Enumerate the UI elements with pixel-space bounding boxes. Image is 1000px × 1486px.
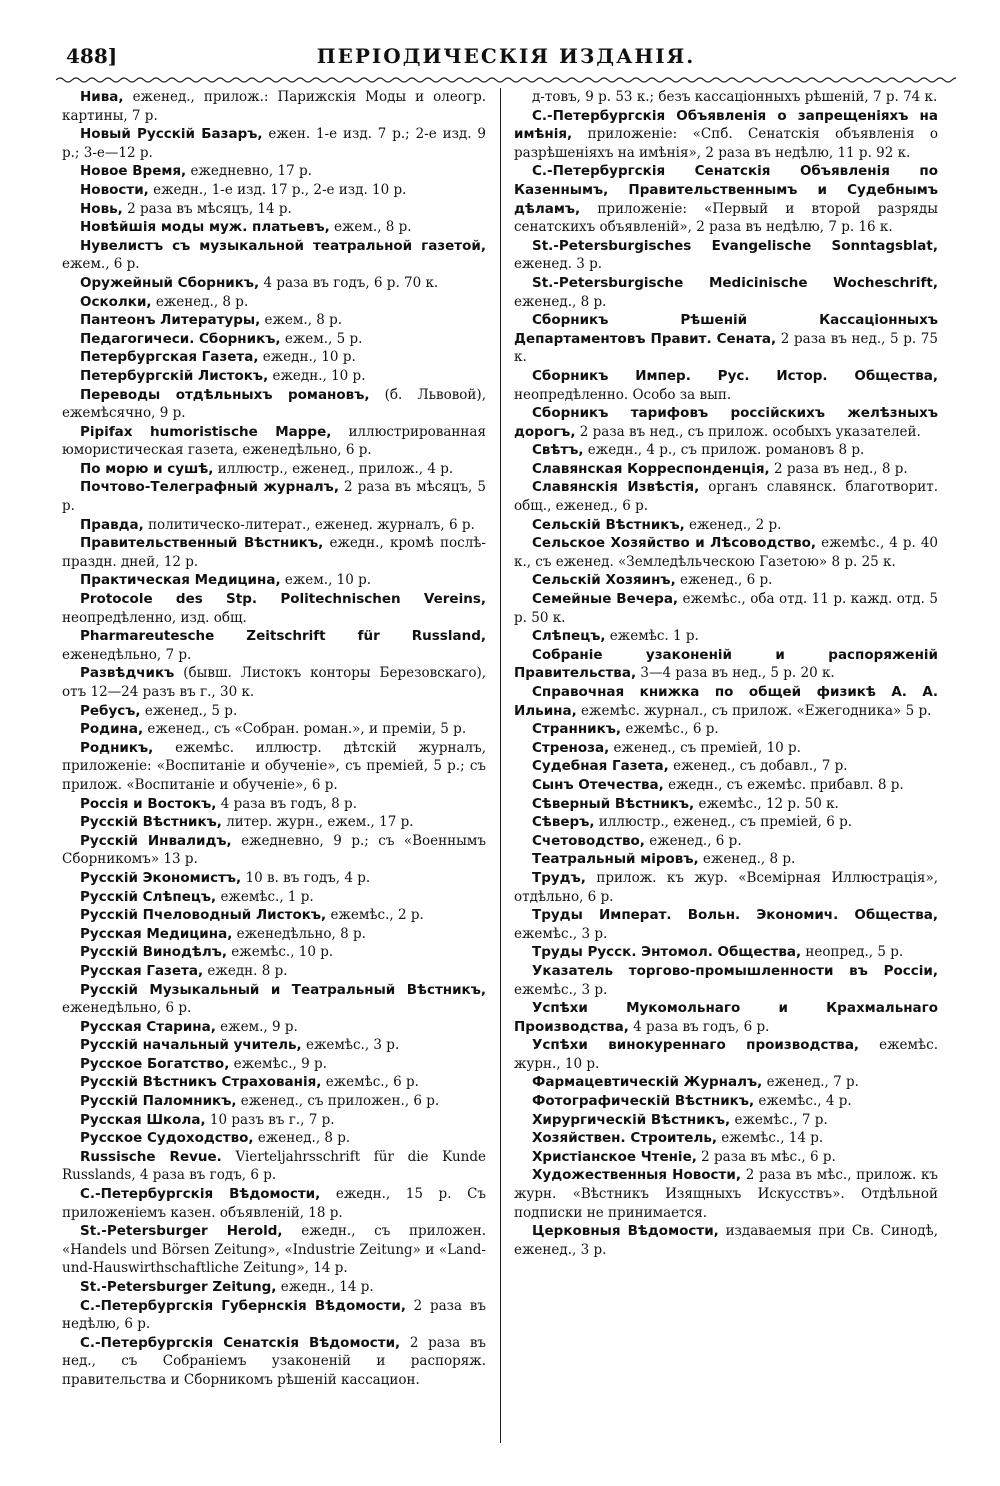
entry-name: Родникъ, [80, 739, 154, 756]
entry-description: ежедн., кромѣ послѣ-праздн. дней, 12 р. [62, 535, 486, 570]
entry-name: Сѣверъ, [532, 814, 595, 831]
entry [62, 218, 486, 237]
entry [514, 1111, 938, 1130]
entry-name: Русскій Вѣстникъ, [80, 814, 222, 831]
entry-name: Сельское Хозяйство и Лѣсоводство, [532, 535, 817, 552]
entry-description: еженед., 8 р. [702, 851, 796, 868]
entry [514, 795, 938, 814]
entry-description: ежемѣс., 4 р. 40 к., съ еженед. «Земледѣльческою Газетою» 8 р. 25 к. [514, 535, 938, 570]
entry [514, 683, 938, 720]
entry-name: Христіанское Чтеніе, [532, 1148, 697, 1165]
entry-description: неопредѣленно. Особо за вып. [514, 386, 732, 403]
entry-name: Успѣхи Мукомольнаго и Крахмальнаго Производства, [514, 1000, 938, 1035]
entry-description: 2 раза въ мѣс., прилож. къ журн. «Вѣстникъ Изящныхъ Искусствъ». Отдѣльной подписки не принимается. [514, 1167, 938, 1221]
entry-description: (бывш. Листокъ конторы Березовскаго), отъ 12—24 разъ въ г., 30 к. [62, 665, 486, 700]
entry [62, 330, 486, 349]
entry-description: еженед., съ преміей, 10 р. [613, 739, 801, 756]
entry-description: 4 раза въ годъ, 6 р. [633, 1018, 770, 1035]
entry [62, 534, 486, 571]
entry-name: Справочная книжка по общей физикѣ А. А. Ильина, [514, 684, 938, 719]
entry [514, 776, 938, 795]
entry-name: Странникъ, [532, 721, 622, 738]
entry-name: Русскій Слѣпецъ, [80, 888, 217, 905]
entry-name: Свѣтъ, [532, 442, 584, 459]
entry [62, 925, 486, 944]
entry [514, 311, 938, 367]
entry-description: политическо-литерат., еженед. журналъ, 6 р. [148, 516, 475, 533]
entry [514, 646, 938, 683]
entry [514, 1222, 938, 1259]
entry-name: Семейные Вечера, [532, 591, 679, 608]
entry-name: Осколки, [80, 293, 152, 310]
entry-description: ежедн., 10 р. [272, 367, 366, 384]
entry [62, 460, 486, 479]
entry [514, 88, 938, 107]
entry [514, 237, 938, 274]
entry-name: Церковныя Вѣдомости, [532, 1223, 719, 1240]
entry [62, 274, 486, 293]
entry-name: Русскій Паломникъ, [80, 1093, 237, 1110]
entry-name: Новости, [80, 181, 149, 198]
entry-name: Указатель торгово-промышленности въ Россіи, [532, 962, 938, 979]
entry-description: 2 раза въ мѣс., 6 р. [701, 1148, 836, 1165]
entry-description: ежедн., 4 р., съ прилож. романовъ 8 р. [587, 442, 865, 459]
entry-description: ежем., 5 р. [284, 330, 363, 347]
entry-name: Сборникъ Импер. Рус. Истор. Общества, [532, 367, 938, 384]
entry-description: приложеніе: «Спб. Сенатскія объявленія о разрѣшеніяхъ на имѣнія», 2 раза въ недѣлю, 11 р. 92 к. [514, 126, 938, 161]
entry-name: Славянскія Извѣстія, [532, 479, 700, 496]
entry-description: ежедн., 10 р. [262, 349, 356, 366]
entry [62, 869, 486, 888]
entry [62, 293, 486, 312]
entry-description: ежемѣс. журн., 10 р. [514, 1037, 938, 1072]
entry [62, 237, 486, 274]
entry-name: Русское Судоходство, [80, 1130, 254, 1147]
entry-description: еженед., 8 р. [155, 293, 249, 310]
entry-name: Правда, [80, 516, 144, 533]
entry-description: ежем., 8 р. [264, 312, 343, 329]
entry-name: Слѣпецъ, [532, 628, 606, 645]
entry [62, 1036, 486, 1055]
entry-name: Практическая Медицина, [80, 572, 281, 589]
entry [514, 943, 938, 962]
entry [514, 534, 938, 571]
entry-name: Русскій Винодѣлъ, [80, 944, 227, 961]
entry-name: Собраніе узаконеній и распоряженій Правительства, [514, 646, 938, 682]
entry-description: ежемѣс., 1 р. [220, 888, 314, 905]
entry-name: Русская Школа, [80, 1111, 206, 1128]
entry-description: ежем., 8 р. [334, 219, 412, 236]
entry [62, 367, 486, 386]
entry [62, 200, 486, 219]
entry [514, 274, 938, 311]
entry [514, 441, 938, 460]
entry-description: ежемѣс., 12 р. 50 к. [698, 795, 839, 812]
entry-name: Новый Русскій Базаръ, [80, 126, 263, 143]
entry-description: органъ славянск. благотворит. общ., еженед., 6 р. [514, 479, 938, 515]
entry-description: еженед., 7 р. [766, 1074, 859, 1091]
entry [62, 386, 486, 423]
entry-name: Сборникъ тарифовъ россійскихъ желѣзныхъ дорогъ, [514, 405, 938, 440]
entry-description: еженедѣльно, 7 р. [62, 646, 192, 663]
entry [62, 348, 486, 367]
entry-description: иллюстр., еженед., прилож., 4 р. [217, 460, 454, 477]
entry-description: ежем., 9 р. [220, 1018, 298, 1035]
entry-description: д-товъ, 9 р. 53 к.; безъ кассаціонныхъ рѣшеній, 7 р. 74 к. [532, 89, 938, 105]
entry [62, 1055, 486, 1074]
entry-description: ежемѣс., 3 р. [514, 981, 608, 998]
entry [62, 627, 486, 664]
entry-name: Славянская Корреспонденція, [532, 460, 770, 477]
entry-description: (б. Львовой), ежемѣсячно, 9 р. [62, 386, 486, 422]
entry-description: ежем., 6 р. [62, 256, 140, 273]
entry [514, 720, 938, 739]
entry-description: неопредѣленно, изд. общ. [62, 609, 247, 626]
entry-description: 2 раза въ нед., съ Собраніемъ узаконеній и распоряж. правительства и Сборникомъ рѣшеній кассацион. [62, 1334, 486, 1388]
entry-name: Русскій Вѣстникъ Страхованія, [80, 1074, 322, 1091]
entry-description: иллюстрированная юмористическая газета, еженедѣльно, 6 р. [62, 423, 486, 459]
entry-name: Русскій Экономистъ, [80, 869, 242, 886]
entry-description: ежемѣс. журнал., съ прилож. «Ежегодника» 5 р. [581, 702, 932, 719]
entry-description: еженед., 5 р. [144, 702, 238, 719]
entry-name: Развѣдчикъ [80, 665, 175, 682]
entry [62, 943, 486, 962]
entry-name: Хозяйствен. Строитель, [532, 1130, 717, 1147]
entry [62, 571, 486, 590]
entry-description: ежен. 1-е изд. 7 р.; 2-е изд. 9 р.; 3-е—12 р. [62, 126, 486, 161]
entry [62, 739, 486, 795]
entry-description: еженед., съ добавл., 7 р. [673, 758, 848, 775]
entry-name: Русскій Пчеловодный Листокъ, [80, 907, 327, 924]
entry-description: ежемѣс., 2 р. [330, 907, 424, 924]
entry-name: Труды Русск. Энтомол. Общества, [532, 944, 802, 961]
entry-name: Protocole des Stp. Politechnischen Vereins, [80, 591, 486, 608]
entry-description: 4 раза въ годъ, 8 р. [220, 795, 357, 812]
entry-name: Фотографическій Вѣстникъ, [532, 1093, 755, 1110]
entry-description: еженед., 8 р. [514, 293, 607, 310]
entry-name: Pharmareutesche Zeitschrift für Russland, [80, 628, 486, 645]
entry-description: литер. журн., ежем., 17 р. [226, 814, 414, 831]
entry-description: ежемѣс., 9 р. [233, 1055, 327, 1072]
entry [514, 1166, 938, 1222]
entry-description: еженед., 8 р. [257, 1130, 351, 1147]
entry-name: Русская Медицина, [80, 925, 233, 942]
entry-description: ежем., 10 р. [284, 572, 372, 589]
entry [62, 664, 486, 701]
entry-name: Сѣверный Вѣстникъ, [532, 795, 695, 812]
entry [62, 88, 486, 125]
entry [514, 1036, 938, 1073]
entry-name: St.-Petersburgisches Evangelische Sonntagsblat, [532, 237, 938, 254]
entry [62, 181, 486, 200]
entry [514, 813, 938, 832]
entry-name: Русская Старина, [80, 1018, 216, 1035]
entry-name: Русскій начальный учитель, [80, 1037, 302, 1054]
entry-description: 10 в. въ годъ, 4 р. [245, 869, 371, 886]
entry [514, 367, 938, 404]
entry-description: ежемѣс. иллюстр. дѣтскій журналъ, приложеніе: «Воспитаніе и обученіе», съ преміей, 5 р.; съ прилож. «Воспитаніе и обученіе», 6 р. [62, 739, 486, 793]
entry [62, 702, 486, 721]
entry [62, 1148, 486, 1185]
entry-name: Сынъ Отечества, [532, 776, 664, 793]
right-column [514, 88, 938, 1443]
entry-description: 2 раза въ нед., съ прилож. особыхъ указателей. [579, 423, 921, 440]
entry-name: Петербургская Газета, [80, 349, 259, 366]
entry-name: Новѣйшія моды муж. платьевъ, [80, 219, 330, 236]
entry-name: Русская Газета, [80, 962, 204, 979]
entry-name: Русское Богатство, [80, 1055, 230, 1072]
entry-name: Фармацевтическій Журналъ, [532, 1074, 763, 1091]
entry-description: 2 раза въ мѣсяцъ, 5 р. [62, 479, 486, 515]
entry-description: ежедн., съ приложен. «Handels und Börsen Zeitung», «Industrie Zeitung» и «Land-und-Hauswirthschaftliche Zeitung», 14 р. [62, 1223, 486, 1277]
entry [514, 850, 938, 869]
wavy-rule [56, 75, 956, 85]
entry [62, 1073, 486, 1092]
entry-name: По морю и сушѣ, [80, 460, 214, 477]
entry-name: Россія и Востокъ, [80, 795, 217, 812]
entry-description: еженед. 3 р. [514, 256, 603, 273]
entry [62, 1092, 486, 1111]
entry-description: 2 раза въ нед., 8 р. [773, 460, 908, 477]
entry-name: Сборникъ Рѣшеній Кассаціонныхъ Департаментовъ Правит. Сената, [514, 312, 938, 347]
entry [514, 999, 938, 1036]
entry-description: прилож. къ жур. «Всемірная Иллюстрація», отдѣльно, 6 р. [514, 869, 938, 905]
entry-name: Стреноза, [532, 739, 610, 756]
entry-name: Нувелистъ съ музыкальной театральной газетой, [80, 237, 486, 254]
entry [62, 478, 486, 515]
page-header [56, 38, 956, 78]
entry-name: Оружейный Сборникъ, [80, 274, 260, 291]
entry-name: Театральный міровъ, [532, 851, 699, 868]
entry-description: ежемѣс., 10 р. [231, 944, 334, 961]
entry-name: Сельскій Вѣстникъ, [532, 516, 685, 533]
entry-description: издаваемыя при Св. Синодѣ, еженед., 3 р. [514, 1223, 938, 1258]
entry [514, 739, 938, 758]
entry-description: еженедѣльно, 8 р. [236, 925, 366, 942]
entry-description: 10 разъ въ г., 7 р. [209, 1111, 335, 1128]
entry-name: Петербургскій Листокъ, [80, 367, 269, 384]
entry-description: 2 раза въ мѣсяцъ, 14 р. [127, 200, 292, 217]
entry-description: ежедн., съ ежемѣс. прибавл. 8 р. [668, 776, 904, 793]
entry [62, 1129, 486, 1148]
entry-description: ежемѣс., 6 р. [325, 1074, 419, 1091]
entry [62, 962, 486, 981]
entry-description: еженед., 6 р. [680, 572, 773, 589]
entry [514, 107, 938, 163]
entry [62, 1278, 486, 1297]
entry-name: Ребусъ, [80, 702, 141, 719]
entry-name: Переводы отдѣльныхъ романовъ, [80, 386, 370, 403]
entry [62, 1185, 486, 1222]
entry-name: St.-Petersburgische Medicinische Wocheschrift, [532, 274, 938, 291]
entry [514, 962, 938, 999]
entry [62, 423, 486, 460]
entry [62, 720, 486, 739]
entry-description: ежедн. 8 р. [207, 962, 288, 979]
entry-name: Судебная Газета, [532, 758, 669, 775]
entry-name: Russische Revue. [80, 1148, 222, 1165]
entry-name: Пантеонъ Литературы, [80, 312, 261, 329]
entry-description: иллюстр., еженед., съ преміей, 6 р. [598, 814, 853, 831]
entry-description: 2 раза въ недѣлю, 6 р. [62, 1297, 486, 1333]
entry [62, 981, 486, 1018]
entry-name: Художественныя Новости, [532, 1167, 741, 1184]
entry [62, 813, 486, 832]
entry [514, 590, 938, 627]
entry-description: еженед., 6 р. [649, 832, 742, 849]
entry [514, 1092, 938, 1111]
entry-description: ежемѣс., 4 р. [758, 1093, 852, 1110]
entry-description: 3—4 раза въ нед., 5 р. 20 к. [640, 665, 835, 682]
page-title: ПЕРІОДИЧЕСКІЯ ИЗДАНІЯ. [316, 44, 696, 68]
entry [62, 795, 486, 814]
entry [62, 162, 486, 181]
entry-description: ежемѣс. 1 р. [609, 628, 699, 645]
entry-description: ежедневно, 9 р.; съ «Военнымъ Сборникомъ» 13 р. [62, 832, 486, 868]
entry-name: Нива, [80, 89, 124, 105]
entry [62, 1222, 486, 1278]
entry-description: еженедѣльно, 6 р. [62, 1000, 192, 1017]
entry-name: Счетоводство, [532, 832, 645, 849]
entry [514, 832, 938, 851]
entry-name: С.-Петербургскія Объявленія о запрещеніяхъ на имѣнія, [514, 107, 938, 143]
entry-name: Новое Время, [80, 163, 187, 180]
entry [514, 1129, 938, 1148]
entry [514, 869, 938, 906]
entry [514, 162, 938, 236]
entry [514, 571, 938, 590]
entry-name: С.-Петербургскія Сенатскія Объявленія по Казеннымъ, Правительственнымъ и Судебнымъ дѣламъ, [514, 163, 938, 217]
entry [62, 832, 486, 869]
column-divider [500, 88, 501, 1443]
entry-description: ежемѣс., 3 р. [514, 925, 608, 942]
entry-name: Pipifax humoristische Mappe, [80, 423, 332, 440]
entry-description: еженед., 2 р. [689, 516, 782, 533]
entry [62, 590, 486, 627]
entry [62, 125, 486, 162]
entry-name: Русскій Инвалидъ, [80, 832, 232, 849]
entry [62, 906, 486, 925]
entry [62, 516, 486, 535]
entry-description: 2 раза въ нед., 5 р. 75 к. [514, 330, 938, 366]
entry-name: Труды Императ. Вольн. Экономич. Общества, [532, 907, 938, 924]
entry-name: С.-Петербургскія Вѣдомости, [80, 1186, 321, 1203]
entry [62, 1297, 486, 1334]
entry [62, 1111, 486, 1130]
entry-description: еженед., съ «Собран. роман.», и преміи, 5 р. [147, 721, 467, 738]
entry-name: Трудъ, [532, 869, 586, 886]
entry-description: ежемѣс., 14 р. [721, 1130, 824, 1147]
entry-name: St.-Petersburger Zeitung, [80, 1279, 277, 1295]
entry-name: С.-Петербургскія Сенатскія Вѣдомости, [80, 1334, 401, 1351]
entry-description: ежемѣс., оба отд. 11 р. кажд. отд. 5 р. 50 к. [514, 591, 938, 626]
entry-description: ежедневно, 17 р. [190, 163, 312, 180]
page [56, 38, 956, 1448]
entry-description: ежемѣс., 7 р. [734, 1111, 828, 1128]
entry [62, 1334, 486, 1390]
entry-description: 4 раза въ годъ, 6 р. 70 к. [263, 274, 439, 291]
entry-name: Педагогичеси. Сборникъ, [80, 330, 281, 347]
entry [62, 311, 486, 330]
entry-description: Vierteljahrsschrift für die Kunde Russlands, 4 раза въ годъ, 6 р. [62, 1148, 486, 1184]
entry [514, 627, 938, 646]
entry [514, 460, 938, 479]
entry [62, 1018, 486, 1037]
entry [514, 516, 938, 535]
entry-description: ежемѣс., 3 р. [305, 1037, 400, 1054]
page-number: 488] [66, 44, 118, 68]
entry-name: Хирургическій Вѣстникъ, [532, 1111, 731, 1128]
entry-name: St.-Petersburger Herold, [80, 1223, 283, 1240]
entry-description: ежедн., 14 р. [280, 1279, 374, 1295]
entry [514, 404, 938, 441]
entry-description: еженед., прилож.: Парижскія Моды и олеогр. картины, 7 р. [62, 89, 486, 124]
entry [514, 906, 938, 943]
entry [514, 1073, 938, 1092]
entry-description: приложеніе: «Первый и второй разряды сенатскихъ объявленій», 2 раза въ недѣлю, 7 р. 16 к. [514, 200, 938, 236]
entry [514, 1148, 938, 1167]
entry-name: Почтово-Телеграфный журналъ, [80, 479, 339, 496]
entry [514, 757, 938, 776]
entry-description: ежедн., 1-е изд. 17 р., 2-е изд. 10 р. [153, 181, 407, 198]
entry-description: ежемѣс., 6 р. [625, 721, 719, 738]
entry-name: Успѣхи винокуреннаго производства, [532, 1037, 860, 1054]
entry-name: С.-Петербургскія Губернскія Вѣдомости, [80, 1297, 406, 1314]
entry [514, 478, 938, 515]
entry-name: Родина, [80, 721, 144, 738]
entry [62, 888, 486, 907]
entry-name: Сельскій Хозяинъ, [532, 572, 676, 589]
entry-name: Русскій Музыкальный и Театральный Вѣстникъ, [80, 981, 486, 998]
entry-name: Правительственный Вѣстникъ, [80, 535, 324, 552]
entry-description: ежедн., 15 р. Съ приложеніемъ казен. объявленій, 18 р. [62, 1186, 486, 1221]
entry-description: неопред., 5 р. [805, 944, 904, 961]
left-column [62, 88, 486, 1443]
entry-name: Новь, [80, 200, 123, 217]
entry-description: еженед., съ приложен., 6 р. [240, 1093, 440, 1110]
